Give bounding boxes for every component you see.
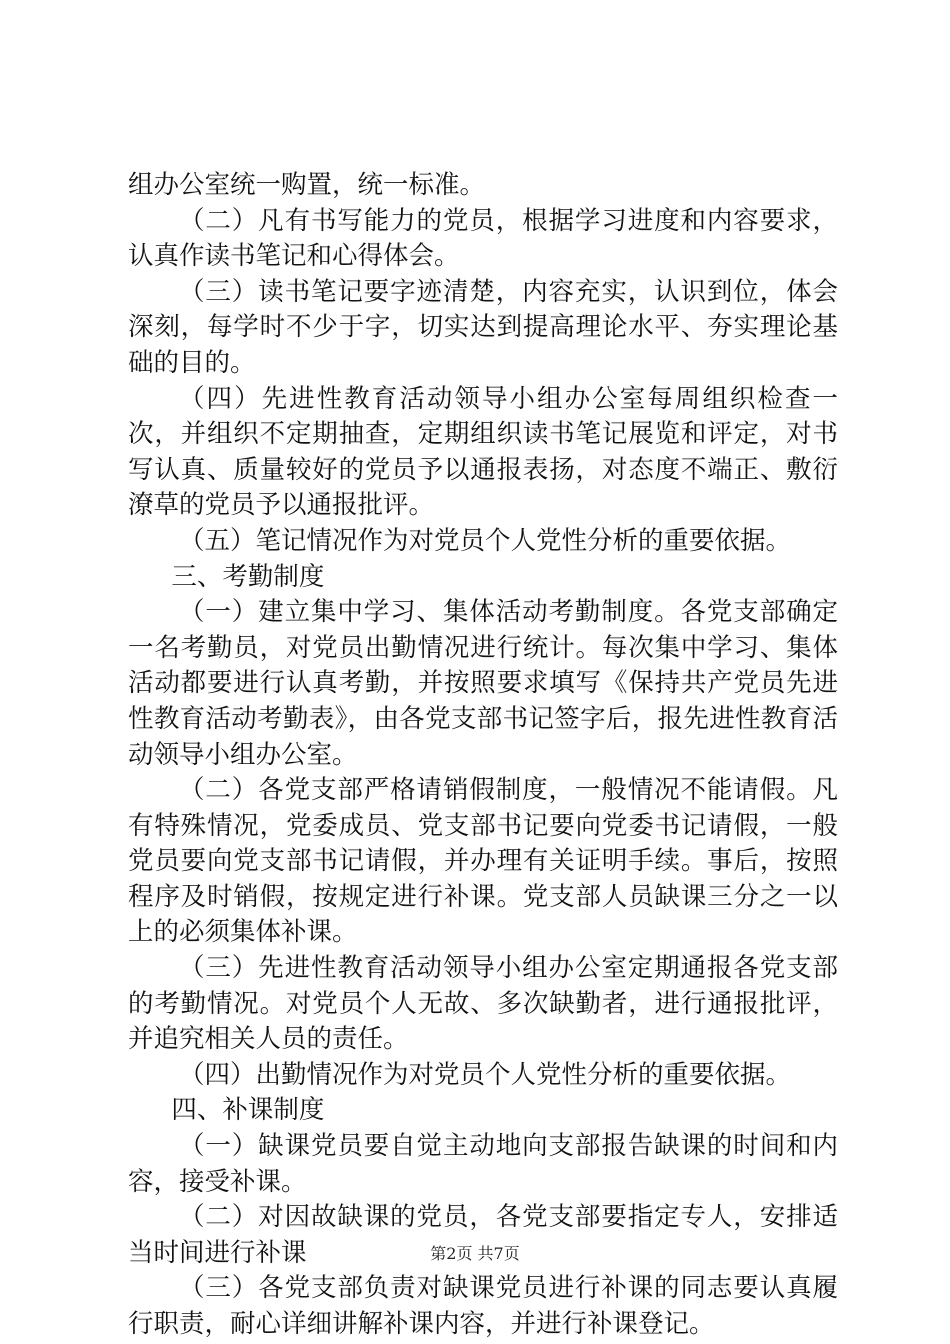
- paragraph-4: （四）先进性教育活动领导小组办公室每周组织检查一次，并组织不定期抽查，定期组织读书笔记展览和评定，对书写认真、质量较好的党员予以通报表扬，对态度不端正、敷衍潦草的党员予以通报批评。: [128, 383, 838, 521]
- paragraph-13: （二）对因故缺课的党员，各党支部要指定专人，安排适当时间进行补课: [128, 1202, 838, 1268]
- paragraph-12: （一）缺课党员要自觉主动地向支部报告缺课的时间和内容，接受补课。: [128, 1131, 838, 1197]
- paragraph-9: （三）先进性教育活动领导小组办公室定期通报各党支部的考勤情况。对党员个人无故、多次缺勤者，进行通报批评，并追究相关人员的责任。: [128, 953, 838, 1055]
- paragraph-1: 组办公室统一购置，统一标准。: [128, 170, 486, 200]
- paragraph-8: （二）各党支部严格请销假制度，一般情况不能请假。凡有特殊情况，党委成员、党支部书记要向党委书记请假，一般党员要向党支部书记请假，并办理有关证明手续。事后，按照程序及时销假，按规定进行补课。党支部人员缺课三分之一以上的必须集体补课。: [128, 775, 838, 948]
- paragraph-2: （二）凡有书写能力的党员，根据学习进度和内容要求，认真作读书笔记和心得体会。: [128, 205, 838, 272]
- section-heading-attendance: 三、考勤制度: [171, 561, 325, 592]
- paragraph-3: （三）读书笔记要字迹清楚，内容充实，认识到位，体会深刻，每学时不少于字，切实达到提高理论水平、夯实理论基础的目的。: [128, 276, 838, 378]
- page-number-footer: 第2页 共7页: [430, 1244, 520, 1263]
- section-heading-makeup-class: 四、补课制度: [171, 1095, 325, 1126]
- paragraph-5: （五）笔记情况作为对党员个人党性分析的重要依据。: [179, 525, 792, 556]
- paragraph-10: （四）出勤情况作为对党员个人党性分析的重要依据。: [179, 1059, 792, 1090]
- document-body: [128, 168, 838, 1343]
- paragraph-14: （三）各党支部负责对缺课党员进行补课的同志要认真履行职责，耐心详细讲解补课内容，并进行补课登记。: [128, 1273, 838, 1339]
- paragraph-7: （一）建立集中学习、集体活动考勤制度。各党支部确定一名考勤员，对党员出勤情况进行统计。每次集中学习、集体活动都要进行认真考勤，并按照要求填写《保持共产党员先进性教育活动考勤表》，由各党支部书记签字后，报先进性教育活动领导小组办公室。: [128, 597, 838, 770]
